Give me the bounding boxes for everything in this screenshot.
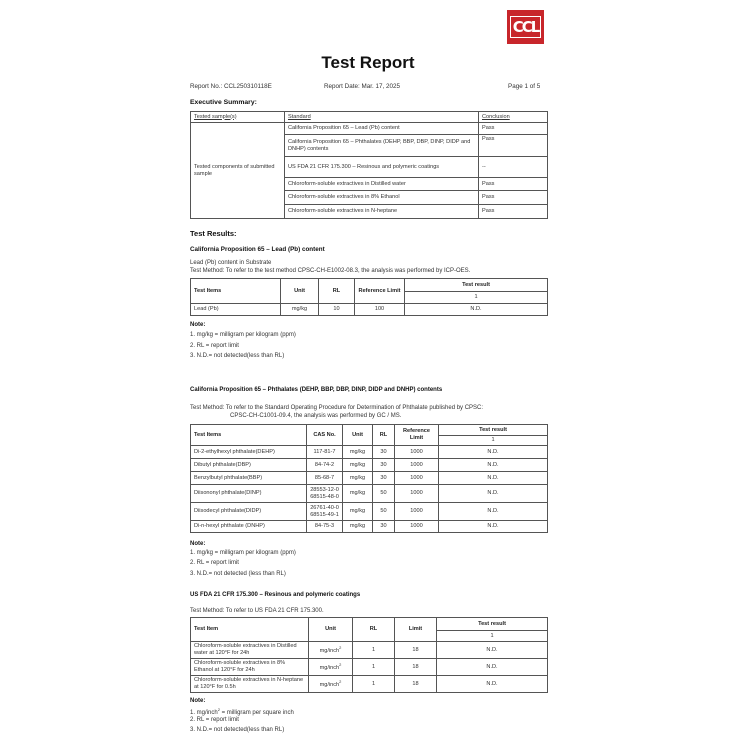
- page-number: Page 1 of 5: [508, 83, 541, 90]
- phth-cell-result: N.D.: [439, 459, 548, 472]
- fda-header-result: Test result: [437, 618, 548, 631]
- phth-note: 2. RL = report limit: [190, 560, 239, 566]
- phth-cell-item: Diisodecyl phthalate(DIDP): [191, 503, 307, 521]
- lead-header-rl: RL: [319, 279, 355, 304]
- fda-cell-result: N.D.: [437, 676, 548, 693]
- fda-cell-item: Chloroform-soluble extractives in N-heptane at 120°F for 0.5h: [191, 676, 309, 693]
- summary-header-standard: Standard: [285, 112, 479, 123]
- table-row: [191, 446, 548, 459]
- phth-cell-cas: 28553-12-0 68515-48-0: [307, 485, 343, 503]
- phth-cell-limit: 1000: [395, 521, 439, 533]
- phth-cell-result: N.D.: [439, 446, 548, 459]
- phth-cell-limit: 1000: [395, 503, 439, 521]
- summary-conclusion: Pass: [479, 178, 548, 191]
- ccl-logo: CCL: [507, 10, 544, 44]
- summary-header-sample: Tested sample(s): [191, 112, 285, 123]
- fda-note: 2. RL = report limit: [190, 717, 239, 723]
- phth-cell-unit: mg/kg: [343, 472, 373, 485]
- fda-cell-unit: mg/inch$^2$: [309, 659, 353, 676]
- fda-heading: US FDA 21 CFR 175.300 – Resinous and polymeric coatings: [190, 592, 361, 598]
- phth-cell-item: Benzylbutyl phthalate(BBP): [191, 472, 307, 485]
- phth-cell-result: N.D.: [439, 472, 548, 485]
- summary-conclusion: Pass: [479, 123, 548, 135]
- lead-header-result: Test result: [405, 279, 548, 292]
- fda-cell-item: Chloroform-soluble extractives in Distilled water at 120°F for 24h: [191, 642, 309, 659]
- phth-cell-cas: 117-81-7: [307, 446, 343, 459]
- fda-cell-result: N.D.: [437, 659, 548, 676]
- fda-header-limit: Limit: [395, 618, 437, 642]
- fda-cell-limit: 18: [395, 676, 437, 693]
- summary-sample-cell: Tested components of submitted sample: [191, 123, 285, 219]
- summary-table: [190, 111, 548, 219]
- phth-cell-unit: mg/kg: [343, 459, 373, 472]
- fda-cell-rl: 1: [353, 676, 395, 693]
- phth-cell-cas: 84-74-2: [307, 459, 343, 472]
- lead-heading: California Proposition 65 – Lead (Pb) content: [190, 246, 325, 253]
- summary-header-conclusion: Conclusion: [479, 112, 548, 123]
- lead-note-label: Note:: [190, 322, 206, 328]
- phth-cell-result: N.D.: [439, 503, 548, 521]
- summary-standard: Chloroform-soluble extractives in Distilled water: [285, 178, 479, 191]
- phth-cell-cas: 85-68-7: [307, 472, 343, 485]
- page-title: Test Report: [321, 53, 415, 72]
- lead-cell-result: N.D.: [405, 304, 548, 316]
- phth-header-item: Test Items: [191, 425, 307, 446]
- phth-note: 3. N.D.= not detected (less than RL): [190, 571, 286, 577]
- table-row: [191, 659, 548, 676]
- table-row: [191, 459, 548, 472]
- lead-note: 3. N.D.= not detected(less than RL): [190, 353, 285, 359]
- phth-header-unit: Unit: [343, 425, 373, 446]
- lead-header-item: Test Items: [191, 279, 281, 304]
- lead-cell-limit: 100: [355, 304, 405, 316]
- summary-conclusion: Pass: [479, 205, 548, 219]
- phthalates-heading: California Proposition 65 – Phthalates (DEHP, BBP, DBP, DINP, DIDP and DNHP) contents: [190, 387, 443, 393]
- phth-cell-unit: mg/kg: [343, 521, 373, 533]
- summary-standard: Chloroform-soluble extractives in 8% Ethanol: [285, 191, 479, 205]
- fda-note-label: Note:: [190, 698, 206, 704]
- lead-substrate-text: Lead (Pb) content in Substrate: [190, 260, 272, 266]
- phth-cell-unit: mg/kg: [343, 446, 373, 459]
- phth-cell-rl: 50: [373, 503, 395, 521]
- fda-note: 3. N.D.= not detected(less than RL): [190, 727, 285, 733]
- phth-header-result: Test result: [439, 425, 548, 436]
- fda-cell-unit: mg/inch$^2$: [309, 642, 353, 659]
- lead-method-text: Test Method: To refer to the test method CPSC-CH-E1002-08.3, the analysis was performed by ICP-OES.: [190, 268, 471, 274]
- summary-conclusion: Pass: [479, 135, 548, 157]
- lead-table: [190, 278, 548, 316]
- fda-header-sub: 1: [437, 631, 548, 642]
- fda-cell-limit: 18: [395, 642, 437, 659]
- summary-standard: Chloroform-soluble extractives in N-heptane: [285, 205, 479, 219]
- table-row: [191, 642, 548, 659]
- phth-cell-item: Di-2-ethylhexyl phthalate(DEHP): [191, 446, 307, 459]
- fda-cell-limit: 18: [395, 659, 437, 676]
- summary-conclusion: --: [479, 157, 548, 178]
- phth-cell-rl: 30: [373, 521, 395, 533]
- phth-cell-item: Di-n-hexyl phthalate (DNHP): [191, 521, 307, 533]
- phth-header-cas: CAS No.: [307, 425, 343, 446]
- lead-cell-rl: 10: [319, 304, 355, 316]
- executive-summary-heading: Executive Summary:: [190, 99, 257, 106]
- lead-cell-unit: mg/kg: [281, 304, 319, 316]
- phth-note-label: Note:: [190, 541, 206, 547]
- lead-header-limit: Reference Limit: [355, 279, 405, 304]
- fda-cell-rl: 1: [353, 642, 395, 659]
- lead-header-unit: Unit: [281, 279, 319, 304]
- test-results-heading: Test Results:: [190, 229, 237, 238]
- phth-cell-cas: 26761-40-0 68515-49-1: [307, 503, 343, 521]
- phthalates-table: [190, 424, 548, 533]
- lead-note: 2. RL = report limit: [190, 343, 239, 349]
- table-row: [191, 485, 548, 503]
- phth-cell-limit: 1000: [395, 472, 439, 485]
- summary-standard: California Proposition 65 – Lead (Pb) content: [285, 123, 479, 135]
- fda-header-rl: RL: [353, 618, 395, 642]
- table-row: [191, 304, 548, 316]
- fda-method-text: Test Method: To refer to US FDA 21 CFR 175.300.: [190, 608, 324, 614]
- phth-cell-rl: 30: [373, 459, 395, 472]
- phth-cell-cas: 84-75-3: [307, 521, 343, 533]
- phth-cell-limit: 1000: [395, 446, 439, 459]
- fda-cell-result: N.D.: [437, 642, 548, 659]
- phth-cell-rl: 30: [373, 472, 395, 485]
- fda-table: [190, 617, 548, 693]
- lead-note: 1. mg/kg = milligram per kilogram (ppm): [190, 332, 296, 338]
- phth-header-rl: RL: [373, 425, 395, 446]
- phth-header-sub: 1: [439, 436, 548, 446]
- table-row: [191, 676, 548, 693]
- table-row: [191, 521, 548, 533]
- phth-cell-result: N.D.: [439, 521, 548, 533]
- summary-standard: California Proposition 65 – Phthalates (DEHP, BBP, DBP, DINP, DIDP and DNHP) contents: [285, 135, 479, 157]
- phth-cell-limit: 1000: [395, 459, 439, 472]
- phth-header-limit: Reference Limit: [395, 425, 439, 446]
- summary-standard: US FDA 21 CFR 175.300 – Resinous and polymeric coatings: [285, 157, 479, 178]
- phthalates-method-text-2: CPSC-CH-C1001-09.4, the analysis was performed by GC / MS.: [230, 413, 402, 419]
- report-date: Report Date: Mar. 17, 2025: [324, 83, 400, 90]
- fda-cell-unit: mg/inch$^2$: [309, 676, 353, 693]
- fda-header-unit: Unit: [309, 618, 353, 642]
- fda-cell-item: Chloroform-soluble extractives in 8% Ethanol at 120°F for 24h: [191, 659, 309, 676]
- table-row: [191, 472, 548, 485]
- table-row: [191, 503, 548, 521]
- phth-cell-unit: mg/kg: [343, 485, 373, 503]
- fda-header-item: Test Item: [191, 618, 309, 642]
- fda-cell-rl: 1: [353, 659, 395, 676]
- phth-cell-item: Dibutyl phthalate(DBP): [191, 459, 307, 472]
- phth-note: 1. mg/kg = milligram per kilogram (ppm): [190, 550, 296, 556]
- report-number: Report No.: CCL250310118E: [190, 83, 272, 90]
- phthalates-method-text: Test Method: To refer to the Standard Operating Procedure for Determination of Phthalate published by CPSC:: [190, 405, 484, 411]
- phth-cell-limit: 1000: [395, 485, 439, 503]
- summary-conclusion: Pass: [479, 191, 548, 205]
- lead-cell-item: Lead (Pb): [191, 304, 281, 316]
- lead-header-sub: 1: [405, 292, 548, 304]
- phth-cell-unit: mg/kg: [343, 503, 373, 521]
- fda-note: 1. mg/inch$^2$ = milligram per square inch: [190, 707, 294, 716]
- phth-cell-rl: 50: [373, 485, 395, 503]
- phth-cell-rl: 30: [373, 446, 395, 459]
- phth-cell-result: N.D.: [439, 485, 548, 503]
- phth-cell-item: Diisononyl phthalate(DINP): [191, 485, 307, 503]
